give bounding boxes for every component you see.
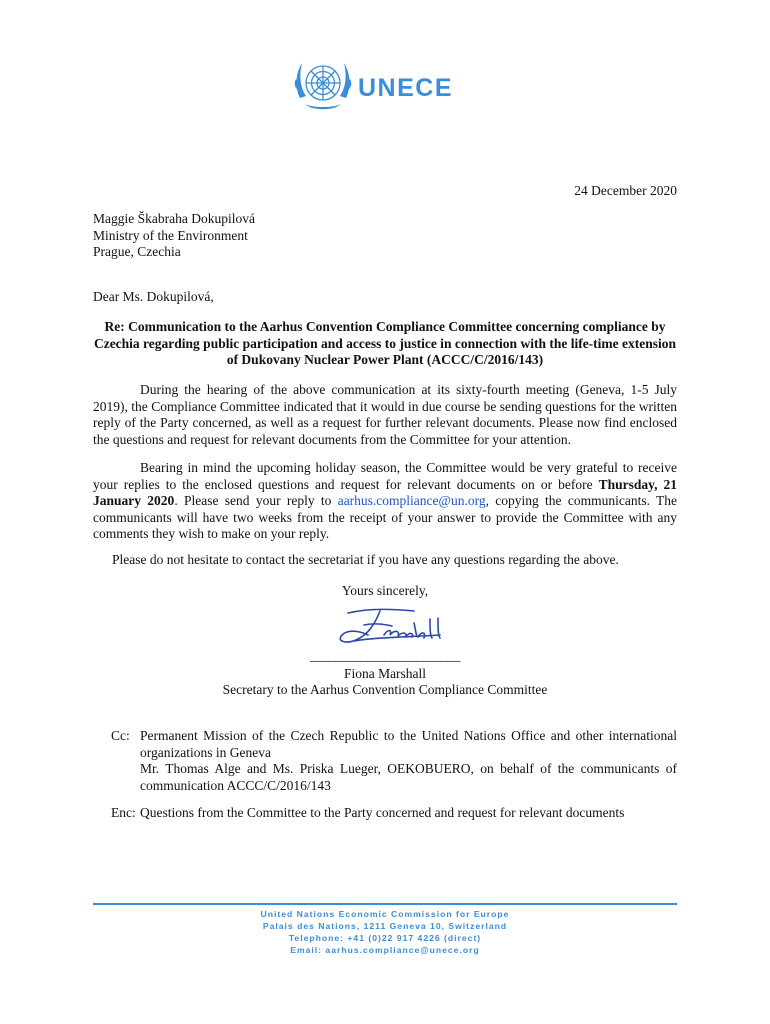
deadline-date: Thursday, 21 January 2020 bbox=[93, 476, 677, 508]
subject-line: Re: Communication to the Aarhus Convention Compliance Committee concerning compliance by Czechia regarding public participation and access to justice in connection with the life-time extension of Dukovany Nuclear Power Plant (ACCC/C/2016/143) bbox=[93, 319, 677, 367]
footer-org: United Nations Economic Commission for Europe bbox=[260, 909, 510, 919]
unece-logo bbox=[292, 54, 453, 116]
deadline-intro: Bearing in mind the upcoming holiday season, the Committee would be very grateful to receive your replies to the enclosed questions and request for relevant documents on or before bbox=[93, 460, 677, 492]
footer-email[interactable]: Email: aarhus.compliance@unece.org bbox=[290, 945, 480, 955]
footer-phone: Telephone: +41 (0)22 917 4226 (direct) bbox=[288, 933, 482, 943]
closing: Yours sincerely, bbox=[341, 583, 429, 598]
recipient-location: Prague, Czechia bbox=[93, 244, 181, 259]
cc-item-communicants: Mr. Thomas Alge and Ms. Priska Lueger, OEKOBUERO, on behalf of the communicants of communication ACCC/C/2016/143 bbox=[140, 761, 677, 793]
recipient-address bbox=[93, 211, 255, 261]
cc-label: Cc: bbox=[111, 728, 130, 743]
enclosure-text: Questions from the Committee to the Party concerned and request for relevant documents bbox=[140, 805, 625, 820]
paragraph-contact: Please do not hesitate to contact the secretariat if you have any questions regarding the above. bbox=[112, 552, 619, 567]
letter-date: 24 December 2020 bbox=[574, 183, 677, 198]
un-emblem-icon bbox=[292, 54, 354, 116]
compliance-email-link[interactable]: aarhus.compliance@un.org bbox=[337, 493, 486, 508]
salutation: Dear Ms. Dokupilová, bbox=[93, 289, 214, 304]
org-name: UNECE bbox=[358, 73, 454, 102]
recipient-name: Maggie Škabraha Dokupilová bbox=[93, 211, 255, 226]
deadline-mid: . Please send your reply to bbox=[174, 493, 338, 508]
handwritten-signature bbox=[330, 605, 450, 654]
cc-block bbox=[111, 728, 677, 794]
cc-item-permanent-mission: Permanent Mission of the Czech Republic to the United Nations Office and other international organizations in Geneva bbox=[140, 728, 677, 760]
deadline-rest: , copying the communicants. The communicants will have two weeks from the receipt of your answer to provide the Committee with any comments they wish to make on your reply. bbox=[93, 493, 677, 541]
recipient-organization: Ministry of the Environment bbox=[93, 227, 248, 243]
enc-label: Enc: bbox=[111, 805, 136, 820]
footer-address: Palais des Nations, 1211 Geneva 10, Switzerland bbox=[262, 921, 508, 931]
signatory-name: Fiona Marshall bbox=[343, 666, 427, 681]
paragraph-deadline bbox=[93, 460, 677, 543]
enclosure-block bbox=[111, 805, 677, 821]
footer-divider bbox=[93, 903, 677, 905]
signature-line: ________________________ bbox=[310, 648, 460, 663]
signatory-title: Secretary to the Aarhus Convention Compliance Committee bbox=[222, 682, 548, 697]
footer-contact bbox=[93, 908, 677, 956]
paragraph-hearing: During the hearing of the above communication at its sixty-fourth meeting (Geneva, 1-5 July 2019), the Compliance Committee indicated that it would in due course be sending questions for the written reply of the Party concerned, as well as a request for further relevant documents. Please now find enclosed the questions and request for relevant documents from the Committee for your attention. bbox=[93, 382, 677, 447]
